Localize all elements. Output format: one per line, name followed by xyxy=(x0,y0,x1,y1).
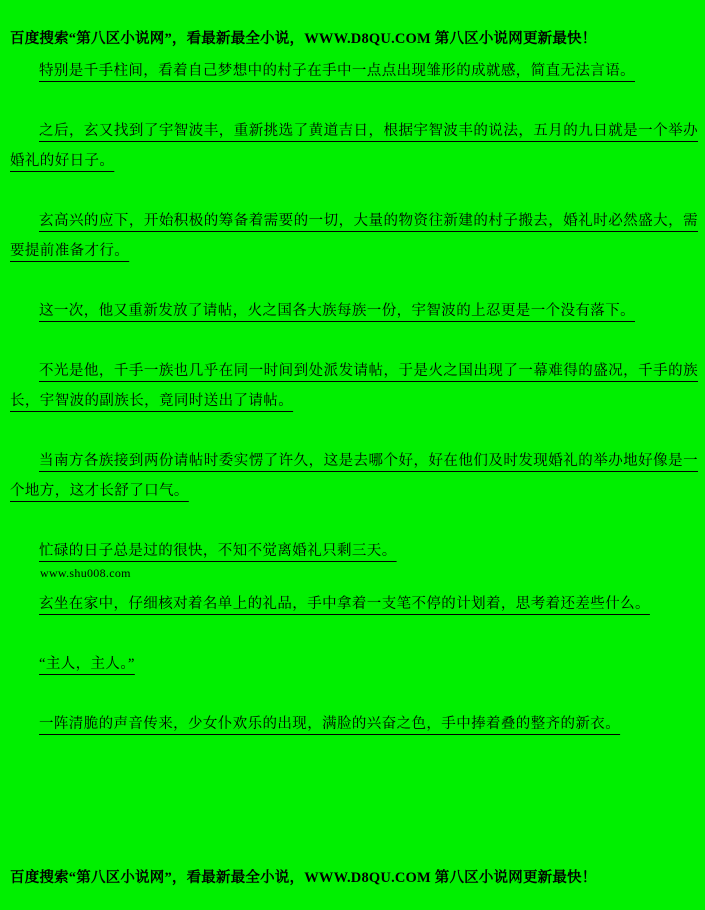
bottom-banner: 百度搜索“第八区小说网”，看最新最全小说，WWW.D8QU.COM 第八区小说网更新最快！ xyxy=(10,870,597,886)
watermark-text: www.shu008.com xyxy=(40,566,131,580)
paragraph: 不光是他，千手一族也几乎在同一时间到处派发请帖，于是火之国出现了一幕难得的盛况，千手的族长，宇智波的副族长，竟同时送出了请帖。 xyxy=(10,363,698,409)
body-text xyxy=(10,56,698,769)
paragraph: 玄高兴的应下，开始积极的筹备着需要的一切，大量的物资往新建的村子搬去，婚礼时必然盛大，需要提前准备才行。 xyxy=(10,213,698,259)
paragraph: 玄坐在家中，仔细核对着名单上的礼品，手中拿着一支笔不停的计划着，思考着还差些什么。 xyxy=(39,596,650,612)
paragraph: 一阵清脆的声音传来，少女仆欢乐的出现，满脸的兴奋之色，手中捧着叠的整齐的新衣。 xyxy=(39,716,621,732)
top-banner: 百度搜索“第八区小说网”，看最新最全小说，WWW.D8QU.COM 第八区小说网更新最快！ xyxy=(10,31,597,47)
paragraph: “主人，主人。” xyxy=(39,656,135,672)
paragraph: 忙碌的日子总是过的很快，不知不觉离婚礼只剩三天。 xyxy=(39,543,397,559)
paragraph: 这一次，他又重新发放了请帖，火之国各大族每族一份，宇智波的上忍更是一个没有落下。 xyxy=(39,303,635,319)
paragraph: 之后，玄又找到了宇智波丰，重新挑选了黄道吉日，根据宇智波丰的说法，五月的九日就是一个举办婚礼的好日子。 xyxy=(10,123,698,169)
paragraph: 特别是千手柱间，看着自己梦想中的村子在手中一点点出现雏形的成就感，简直无法言语。 xyxy=(39,63,635,79)
paragraph: 当南方各族接到两份请帖时委实愣了许久，这是去哪个好，好在他们及时发现婚礼的举办地好像是一个地方，这才长舒了口气。 xyxy=(10,453,698,499)
